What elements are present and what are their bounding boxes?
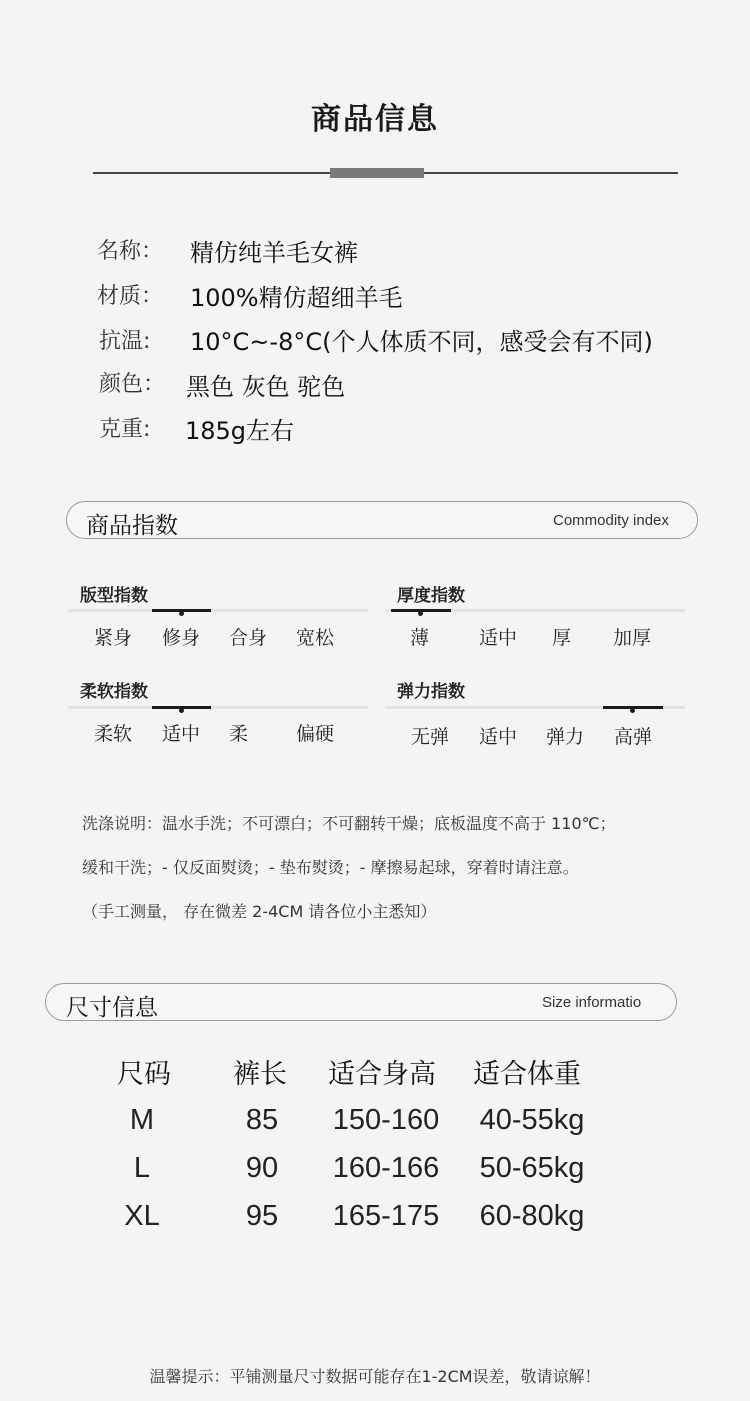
elasticity-index-dot (630, 708, 635, 713)
fit-option-2: 修身 (162, 627, 201, 649)
info-label-material: 材质： (97, 284, 164, 309)
elasticity-option-4: 高弹 (614, 726, 653, 748)
size-info-subtitle: Size informatio (542, 994, 642, 1011)
size-table-header-height: 适合身高 (328, 1059, 436, 1090)
softness-index-title: 柔软指数 (80, 682, 148, 702)
page-title: 商品信息 (311, 102, 439, 137)
info-value-temperature: 10°C~-8°C(个人体质不同，感受会有不同) (190, 328, 653, 356)
thickness-option-4: 加厚 (613, 627, 652, 649)
commodity-index-title: 商品指数 (86, 513, 178, 539)
measurement-note: （手工测量， 存在微差 2-4CM 请各位小主悉知） (82, 902, 437, 921)
info-value-weight: 185g左右 (185, 417, 295, 445)
elasticity-option-3: 弹力 (546, 726, 585, 748)
thickness-index-dot (418, 611, 423, 616)
footer-note: 温馨提示：平铺测量尺寸数据可能存在1-2CM误差，敬请谅解！ (149, 1367, 601, 1386)
elasticity-option-1: 无弹 (411, 726, 450, 748)
table-cell: 150-160 (332, 1104, 440, 1136)
elasticity-option-2: 适中 (479, 726, 518, 748)
softness-option-4: 偏硬 (296, 723, 335, 745)
table-cell: XL (124, 1200, 160, 1232)
info-label-temperature: 抗温: (99, 329, 151, 354)
table-cell: 40-55kg (479, 1104, 585, 1136)
softness-index-track (68, 706, 368, 709)
size-info-title: 尺寸信息 (66, 995, 158, 1021)
fit-option-1: 紧身 (94, 627, 133, 649)
softness-option-1: 柔软 (94, 723, 133, 745)
table-cell: L (133, 1152, 151, 1184)
softness-option-2: 适中 (162, 723, 201, 745)
thickness-option-1: 薄 (410, 627, 430, 649)
fit-option-4: 宽松 (296, 627, 335, 649)
table-cell: 50-65kg (479, 1152, 585, 1184)
fit-index-dot (179, 611, 184, 616)
info-value-color: 黑色 灰色 驼色 (186, 373, 346, 401)
info-value-material: 100%精仿超细羊毛 (190, 284, 403, 312)
elasticity-index-title: 弹力指数 (397, 682, 465, 702)
softness-index-dot (179, 708, 184, 713)
softness-option-3: 柔 (229, 723, 249, 745)
fit-index-track (68, 609, 368, 612)
table-cell: 90 (245, 1152, 279, 1184)
fit-option-3: 合身 (229, 627, 268, 649)
info-label-color: 颜色： (99, 372, 166, 397)
thickness-option-3: 厚 (552, 627, 572, 649)
size-table-header-weight: 适合体重 (473, 1059, 581, 1090)
table-cell: 160-166 (332, 1152, 440, 1184)
care-instructions-line-1: 洗涤说明：温水手洗；不可漂白；不可翻转干燥；底板温度不高于 110℃； (82, 814, 616, 833)
table-cell: M (129, 1104, 155, 1136)
table-cell: 165-175 (332, 1200, 440, 1232)
table-cell: 60-80kg (479, 1200, 585, 1232)
fit-index-title: 版型指数 (80, 586, 148, 606)
thickness-option-2: 适中 (479, 627, 518, 649)
size-table-header-length: 裤长 (233, 1059, 287, 1090)
info-label-name: 名称： (97, 239, 164, 264)
table-cell: 95 (245, 1200, 279, 1232)
commodity-index-subtitle: Commodity index (553, 512, 669, 529)
title-accent-bar (330, 168, 424, 178)
info-label-weight: 克重: (99, 417, 151, 442)
info-value-name: 精仿纯羊毛女裤 (190, 239, 358, 267)
thickness-index-title: 厚度指数 (397, 586, 465, 606)
size-table-header-size: 尺码 (117, 1059, 171, 1090)
table-cell: 85 (245, 1104, 279, 1136)
care-instructions-line-2: 缓和干洗；- 仅反面熨烫；- 垫布熨烫；- 摩擦易起球，穿着时请注意。 (82, 858, 579, 877)
